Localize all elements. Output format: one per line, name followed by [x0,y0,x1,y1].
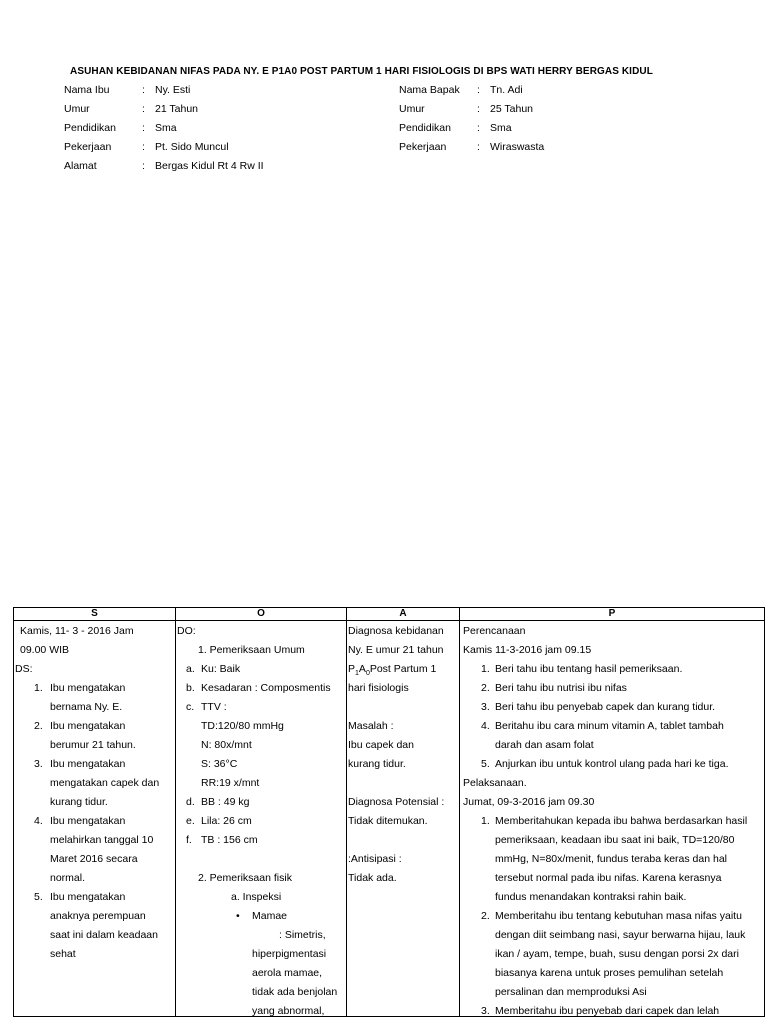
o-line: Mamae [252,910,288,922]
s-line: mengatakan capek dan [50,777,160,789]
o-list-letter: d. [186,796,195,808]
field-label: Alamat [64,160,97,172]
field-value: Sma [155,122,177,134]
cell-objective [176,621,347,1017]
s-line: Ibu mengatakan [50,682,126,694]
a-subscript: 1 [355,670,359,678]
s-line: 09.00 WIB [20,644,70,656]
p-line: Kamis 11-3-2016 jam 09.15 [463,644,592,656]
field-label: Umur [64,103,90,115]
field-colon: : [477,84,480,96]
o-line: 2. Pemeriksaan fisik [198,872,292,884]
field-value: Wiraswasta [490,141,545,153]
s-line: Maret 2016 secara [50,853,138,865]
a-subscript: 0 [365,670,370,678]
p-list-number: 1. [481,663,490,675]
field-colon: : [477,122,480,134]
o-line: : Simetris, [279,929,326,941]
field-label: Nama Bapak [399,84,460,96]
s-line: Ibu mengatakan [50,720,126,732]
p-line: Memberitahu ibu tentang kebutuhan masa nifas yaitu [495,910,742,922]
o-line: Ku: Baik [201,663,241,675]
p-line: Pelaksanaan. [463,777,527,789]
p-line: Memberitahu ibu penyebab dari capek dan lelah [495,1005,720,1016]
o-line: Lila: 26 cm [201,815,252,827]
field-value: Pt. Sido Muncul [155,141,229,153]
o-line: DO: [177,625,196,637]
p-line: Beritahu ibu cara minum vitamin A, tablet tambah [495,720,724,732]
s-list-number: 2. [34,720,43,732]
p-line: Beri tahu ibu penyebab capek dan kurang tidur. [495,701,716,713]
header-a: A [347,608,460,621]
cell-subjective [14,621,176,1017]
o-line: a. Inspeksi [231,891,282,903]
s-line: DS: [15,663,33,675]
o-list-letter: c. [186,701,195,713]
field-label: Umur [399,103,425,115]
p-line: darah dan asam folat [495,739,594,751]
p-line: Jumat, 09-3-2016 jam 09.30 [463,796,595,808]
p-line: tersebut normal pada ibu nifas. Karena kerasnya [495,872,722,884]
field-colon: : [142,122,145,134]
a-line: A [358,663,366,675]
o-line: Kesadaran : Composmentis [201,682,331,694]
field-colon: : [142,84,145,96]
p-line: Anjurkan ibu untuk kontrol ulang pada hari ke tiga. [495,758,729,770]
p-list-number: 3. [481,701,490,713]
field-label: Pekerjaan [399,141,447,153]
o-line: RR:19 x/mnt [201,777,260,789]
p-line: Beri tahu ibu tentang hasil pemeriksaan. [495,663,683,675]
o-line: S: 36°C [201,758,238,770]
a-line: kurang tidur. [348,758,406,770]
s-line: kurang tidur. [50,796,108,808]
field-label: Nama Ibu [64,84,110,96]
o-list-letter: b. [186,682,195,694]
s-line: Ibu mengatakan [50,891,126,903]
a-line: P [348,663,356,675]
field-label: Pendidikan [399,122,451,134]
p-list-number: 1. [481,815,490,827]
header-o: O [176,608,347,621]
o-line: N: 80x/mnt [201,739,252,751]
s-list-number: 4. [34,815,43,827]
table-row [14,621,765,1017]
p-line: dengan diit seimbang nasi, sayur berwarna hijau, lauk [495,929,746,941]
field-value: Ny. Esti [155,84,191,96]
o-line: TB : 156 cm [201,834,258,846]
a-line: Diagnosa Potensial : [348,796,445,808]
field-colon: : [142,141,145,153]
s-line: sehat [50,948,76,960]
p-line: pemeriksaan, keadaan ibu saat ini baik, TD=120/80 [495,834,735,846]
field-value: Sma [490,122,512,134]
o-line: yang abnormal, [252,1005,325,1016]
field-value: Tn. Adi [490,84,523,96]
s-line: anaknya perempuan [50,910,146,922]
p-line: biasanya karena untuk proses pemulihan setelah [495,967,724,979]
p-list-number: 2. [481,682,490,694]
o-line: TD:120/80 mmHg [201,720,284,732]
field-colon: : [477,141,480,153]
header-p: P [460,608,765,621]
s-list-number: 3. [34,758,43,770]
field-colon: : [142,160,145,172]
p-line: Perencanaan [463,625,526,637]
header-s: S [14,608,176,621]
p-line: persalinan dan memproduksi Asi [495,986,647,998]
soap-table [13,607,765,1017]
o-line: BB : 49 kg [201,796,250,808]
p-list-number: 4. [481,720,490,732]
a-line: Tidak ada. [348,872,397,884]
o-line: aerola mamae, [252,967,323,979]
s-line: saat ini dalam keadaan [50,929,158,941]
o-list-letter: f. [186,834,192,846]
o-line: hiperpigmentasi [252,948,327,960]
a-diagnosis-line [348,663,436,680]
o-line: 1. Pemeriksaan Umum [198,644,305,656]
s-line: normal. [50,872,86,884]
a-line: Tidak ditemukan. [348,815,428,827]
p-line: fundus menandakan kontraksi rahin baik. [495,891,687,903]
s-list-number: 1. [34,682,43,694]
p-line: ikan / ayam, tempe, buah, susu dengan porsi 2x dari [495,948,739,960]
field-value: 21 Tahun [155,103,199,115]
o-line: tidak ada benjolan [252,986,338,998]
a-line: Post Partum 1 [369,663,437,675]
s-list-number: 5. [34,891,43,903]
field-value: 25 Tahun [490,103,534,115]
field-label: Pendidikan [64,122,116,134]
o-line: TTV : [201,701,227,713]
a-line: Ibu capek dan [348,739,414,751]
s-line: melahirkan tanggal 10 [50,834,154,846]
field-value: Bergas Kidul Rt 4 Rw II [155,160,264,172]
a-line: hari fisiologis [348,682,409,694]
a-line: Ny. E umur 21 tahun [348,644,444,656]
table-header-row [14,608,765,621]
p-line: Beri tahu ibu nutrisi ibu nifas [495,682,627,694]
document-title: ASUHAN KEBIDANAN NIFAS PADA NY. E P1A0 POST PARTUM 1 HARI FISIOLOGIS DI BPS WATI HERRY BERGAS KIDUL [70,66,653,77]
p-line: Memberitahukan kepada ibu bahwa berdasarkan hasil [495,815,748,827]
bullet-icon: • [236,910,240,922]
p-list-number: 5. [481,758,490,770]
s-line: bernama Ny. E. [50,701,123,713]
s-line: Ibu mengatakan [50,758,126,770]
cell-plan [460,621,765,1017]
s-line: berumur 21 tahun. [50,739,136,751]
a-line: Masalah : [348,720,394,732]
cell-assessment [347,621,460,1017]
o-list-letter: e. [186,815,195,827]
p-list-number: 2. [481,910,490,922]
p-line: mmHg, N=80x/menit, fundus teraba keras dan hal [495,853,727,865]
o-list-letter: a. [186,663,195,675]
a-line: Diagnosa kebidanan [348,625,444,637]
s-line: Kamis, 11- 3 - 2016 Jam [20,625,134,637]
field-label: Pekerjaan [64,141,112,153]
a-line: :Antisipasi : [348,853,402,865]
field-colon: : [142,103,145,115]
field-colon: : [477,103,480,115]
s-line: Ibu mengatakan [50,815,126,827]
p-list-number: 3. [481,1005,490,1016]
